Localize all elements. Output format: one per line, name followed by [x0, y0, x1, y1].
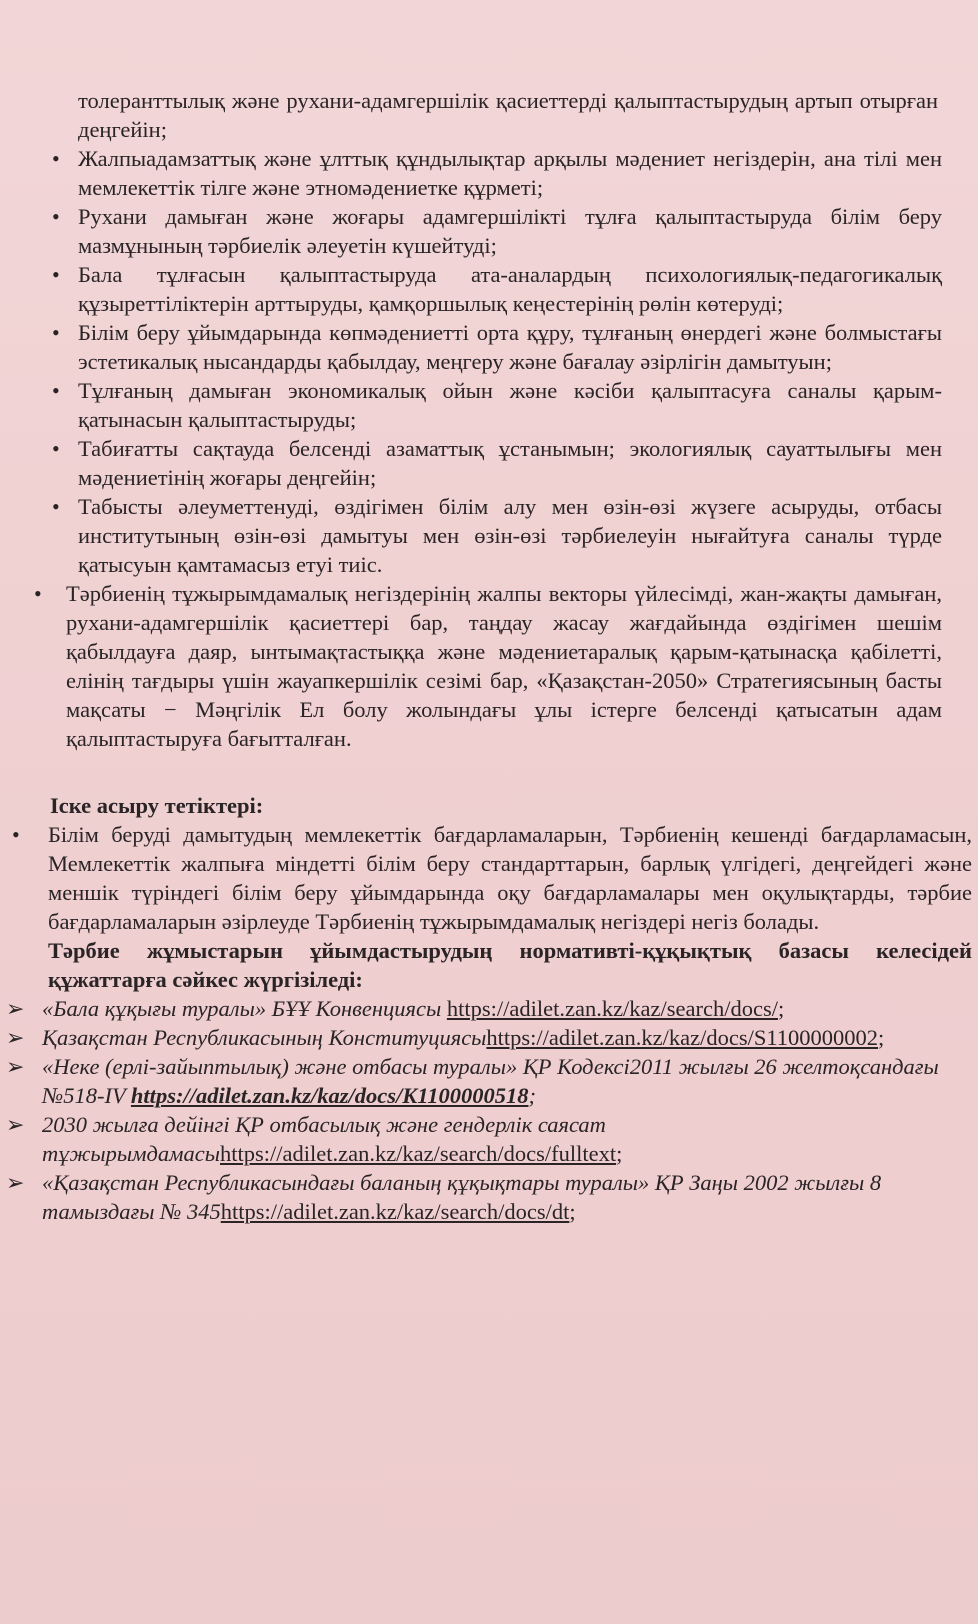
- reference-item: ➢ «Неке (ерлі-зайыптылық) және отбасы туралы» ҚР Кодексі2011 жылғы 26 желтоқсандағы №518-IV https://adilet.zan.kz/kaz/docs/K1100000518;: [6, 1054, 939, 1108]
- mechanisms-heading: Іске асыру тетіктері:: [50, 793, 264, 818]
- reference-item: ➢ «Қазақстан Республикасындағы баланың құқықтары туралы» ҚР Заңы 2002 жылғы 8 тамыздағы № 345https://adilet.zan.kz/kaz/search/docs/dt;: [6, 1170, 882, 1224]
- intro-continuation: толеранттылық және рухани-адамгершілік қасиеттерді қалыптастырудың артып отырған деңгейін;: [78, 88, 938, 142]
- list-item: • Табысты әлеуметтенуді, өздігімен білім алу мен өзін-өзі жүзеге асыруды, отбасы институтының өзін-өзі дамытуы мен өзін-өзі тәрбиелеуін нығайтуға саналы түрде қатысуын қамтамасыз етуі тиіс.: [52, 494, 942, 577]
- vector-list-item: • Тәрбиенің тұжырымдамалық негіздерінің жалпы векторы үйлесімді, жан-жақты дамыған, рухани-адамгершілік қасиеттері бар, таңдау жасау жағдайында өздігімен шешім қабылдауға даяр, ынтымақтастыққа және мәдениетаралық қарым-қатынасқа қабілетті, елінің тағдыры үшін жауапкершілік сезімі бар, «Қазақстан-2050» Стратегиясының басты мақсаты − Мәңгілік Ел болу жолындағы ұлы істерге белсенді қатысатын адам қалыптастыруға бағытталған.: [34, 581, 942, 751]
- references-list: [0, 994, 978, 1226]
- reference-link[interactable]: https://adilet.zan.kz/kaz/search/docs/: [446, 996, 778, 1021]
- bullet-icon: •: [34, 581, 42, 606]
- reference-item: ➢ 2030 жылға дейінгі ҚР отбасылық және гендерлік саясат тұжырымдамасыhttps://adilet.zan.kz/kaz/search/docs/fulltext;: [6, 1112, 623, 1166]
- bullet-icon: •: [52, 204, 60, 229]
- mechanisms-list-item: • Білім беруді дамытудың мемлекеттік бағдарламаларын, Тәрбиенің кешенді бағдарламасын, Мемлекеттік жалпыға міндетті білім беру стандарттарын, барлық үлгідегі, деңгейдегі және меншік түріндегі білім беру ұйымдарында оқу бағдарламалары мен оқулықтарды, тәрбие бағдарламаларын әзірлеуде Тәрбиенің тұжырымдамалық негіздері негіз болады.: [12, 822, 972, 934]
- list-item: • Рухани дамыған және жоғары адамгершілікті тұлға қалыптастыруда білім беру мазмұнының тәрбиелік әлеуетін күшейтуді;: [52, 204, 942, 258]
- reference-item: ➢ «Бала құқығы туралы» БҰҰ Конвенциясы https://adilet.zan.kz/kaz/search/docs/;: [6, 996, 785, 1021]
- arrow-bullet-icon: ➢: [6, 1025, 25, 1050]
- arrow-bullet-icon: ➢: [6, 1170, 25, 1195]
- bullet-icon: •: [52, 436, 60, 461]
- bullet-icon: •: [52, 378, 60, 403]
- list-item: • Тұлғаның дамыған экономикалық ойын және кәсіби қалыптасуға саналы қарым-қатынасын қалыптастыруды;: [52, 378, 942, 432]
- bullet-icon: •: [52, 146, 60, 171]
- list-item: • Бала тұлғасын қалыптастыруда ата-аналардың психологиялық-педагогикалық құзыреттіліктерін арттыруды, қамқоршылық кеңестерінің рөлін көтеруді;: [52, 262, 942, 316]
- reference-link[interactable]: https://adilet.zan.kz/kaz/docs/K1100000518: [130, 1083, 529, 1108]
- bullet-icon: •: [12, 822, 20, 847]
- reference-item: ➢ Қазақстан Республикасының Конституциясыhttps://adilet.zan.kz/kaz/docs/S1100000002;: [6, 1025, 885, 1050]
- list-item: • Жалпыадамзаттық және ұлттық құндылықтар арқылы мәдениет негіздерін, ана тілі мен мемлекеттік тілге және этномәдениетке құрметі;: [52, 146, 942, 200]
- normative-heading: Тәрбие жұмыстарын ұйымдастырудың нормативті-құқықтық базасы келесідей құжаттарға сәйкес жүргізіледі:: [48, 938, 972, 992]
- list-item: • Табиғатты сақтауда белсенді азаматтық ұстанымын; экологиялық сауаттылығы мен мәдениетінің жоғары деңгейін;: [52, 436, 942, 490]
- reference-link[interactable]: https://adilet.zan.kz/kaz/search/docs/fulltext: [219, 1141, 617, 1166]
- bullet-icon: •: [52, 494, 60, 519]
- bullet-icon: •: [52, 262, 60, 287]
- bullet-icon: •: [52, 320, 60, 345]
- arrow-bullet-icon: ➢: [6, 996, 25, 1021]
- list-item: • Білім беру ұйымдарында көпмәдениетті орта құру, тұлғаның өнердегі және болмыстағы эстетикалық нысандарды қабылдау, меңгеру және бағалау әзірлігін дамытуын;: [52, 320, 942, 374]
- document-body: [0, 86, 978, 1226]
- reference-link[interactable]: https://adilet.zan.kz/kaz/docs/S1100000002: [486, 1025, 879, 1050]
- reference-link[interactable]: https://adilet.zan.kz/kaz/search/docs/dt: [220, 1199, 570, 1224]
- arrow-bullet-icon: ➢: [6, 1054, 25, 1079]
- goals-list: [0, 144, 978, 753]
- arrow-bullet-icon: ➢: [6, 1112, 25, 1137]
